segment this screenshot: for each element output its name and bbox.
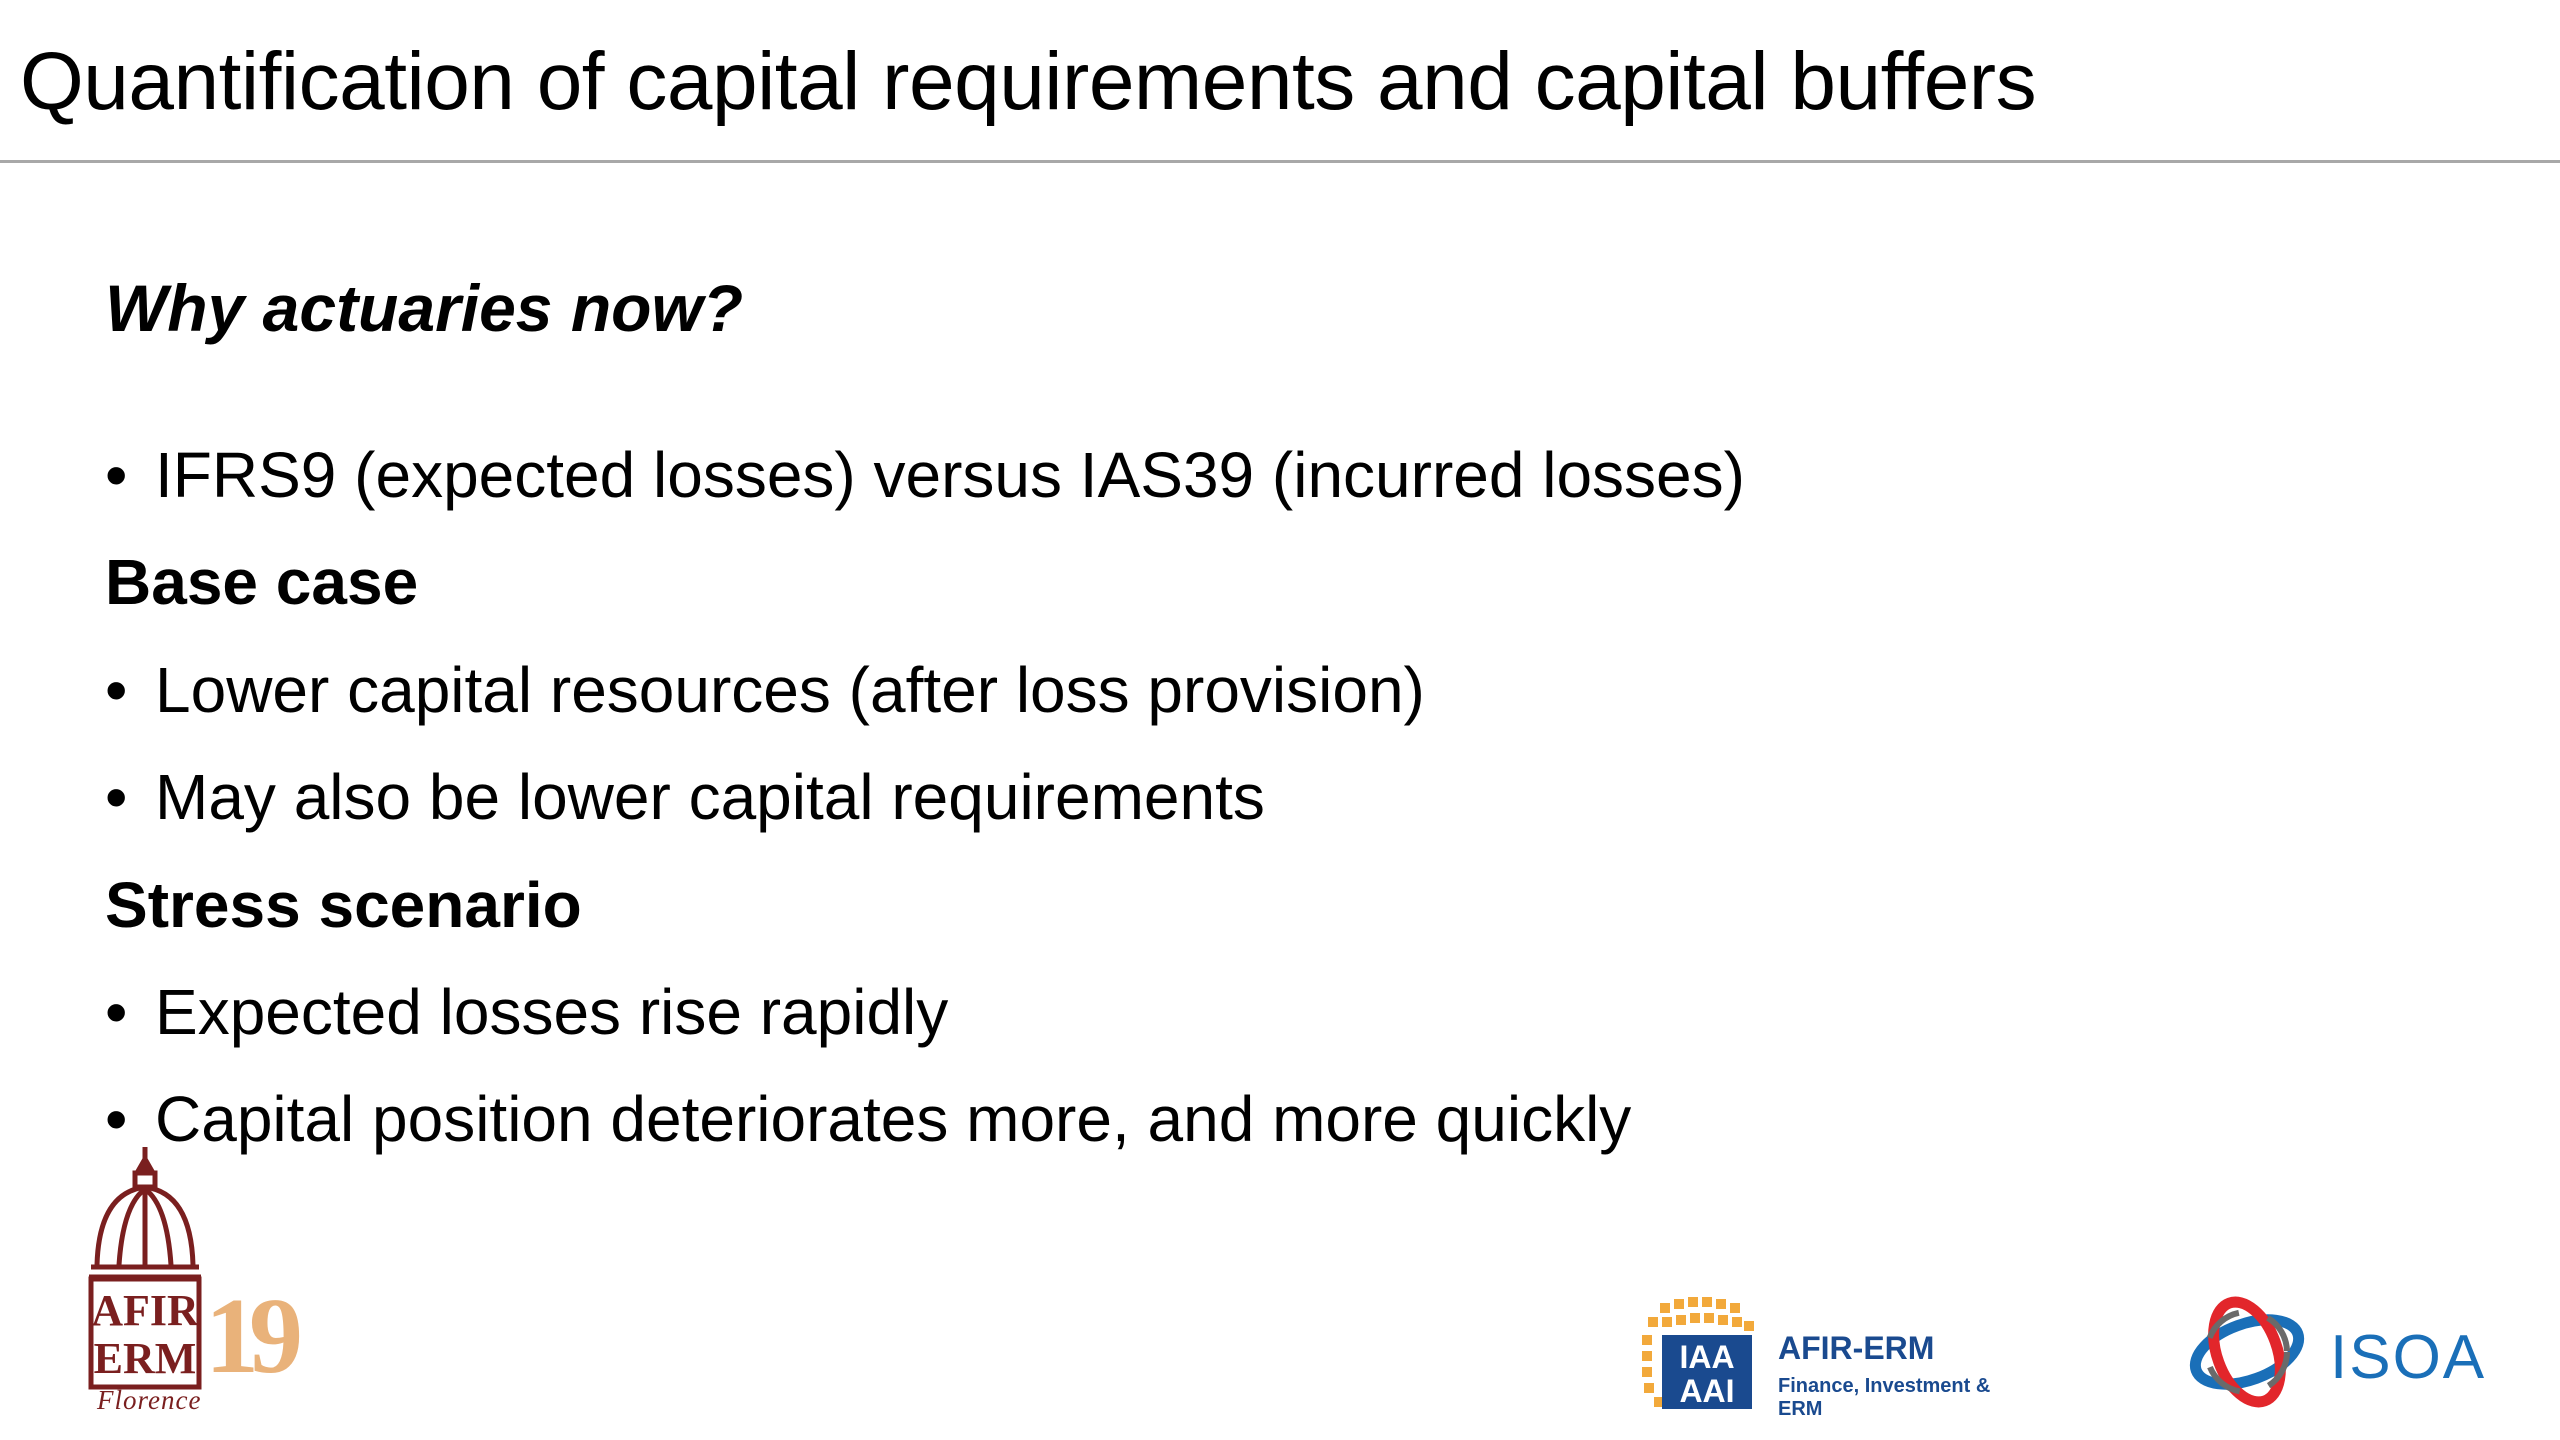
list-item-text: May also be lower capital requirements <box>155 761 1265 833</box>
dome-icon <box>85 1145 205 1390</box>
bullet-glyph: • <box>105 654 128 726</box>
bullet-glyph: • <box>105 761 128 833</box>
list-item <box>105 967 948 1057</box>
bullet-glyph: • <box>105 976 128 1048</box>
list-item-text: Lower capital resources (after loss provision) <box>155 654 1425 726</box>
isoa-logo-text: ISOA <box>2330 1323 2487 1392</box>
section-heading-stress-scenario: Stress scenario <box>105 869 582 941</box>
list-item <box>105 1074 1631 1164</box>
iaa-globe-icon <box>1640 1295 1760 1415</box>
list-item <box>105 430 1745 520</box>
iaa-mark-bottom: AAI <box>1679 1373 1735 1409</box>
list-item-text: Capital position deteriorates more, and more quickly <box>155 1083 1632 1155</box>
list-item <box>105 752 1265 842</box>
list-item <box>105 645 1425 735</box>
afir-erm-florence-logo <box>85 1145 300 1420</box>
afir-logo-city: Florence <box>97 1385 202 1415</box>
iaa-afir-erm-logo <box>1640 1295 2030 1420</box>
list-item-text: IFRS9 (expected losses) versus IAS39 (incurred losses) <box>155 439 1745 511</box>
isoa-rings-icon <box>2185 1290 2315 1415</box>
list-item-text: Expected losses rise rapidly <box>155 976 949 1048</box>
bullet-glyph: • <box>105 439 128 511</box>
slide-subtitle: Why actuaries now? <box>105 271 744 345</box>
afir-logo-number: 19 <box>205 1277 293 1396</box>
afir-logo-line2: ERM <box>93 1334 197 1383</box>
section-heading-base-case: Base case <box>105 546 419 618</box>
isoa-logo <box>2185 1290 2487 1415</box>
slide-title: Quantification of capital requirements and capital buffers <box>20 36 2037 127</box>
iaa-logo-title: AFIR-ERM <box>1778 1330 1935 1366</box>
bullet-glyph: • <box>105 1083 128 1155</box>
afir-logo-line1: AFIR <box>91 1286 199 1335</box>
iaa-mark-top: IAA <box>1679 1339 1735 1375</box>
iaa-logo-subtitle: Finance, Investment & ERM <box>1778 1375 1991 1420</box>
title-divider <box>0 160 2560 163</box>
